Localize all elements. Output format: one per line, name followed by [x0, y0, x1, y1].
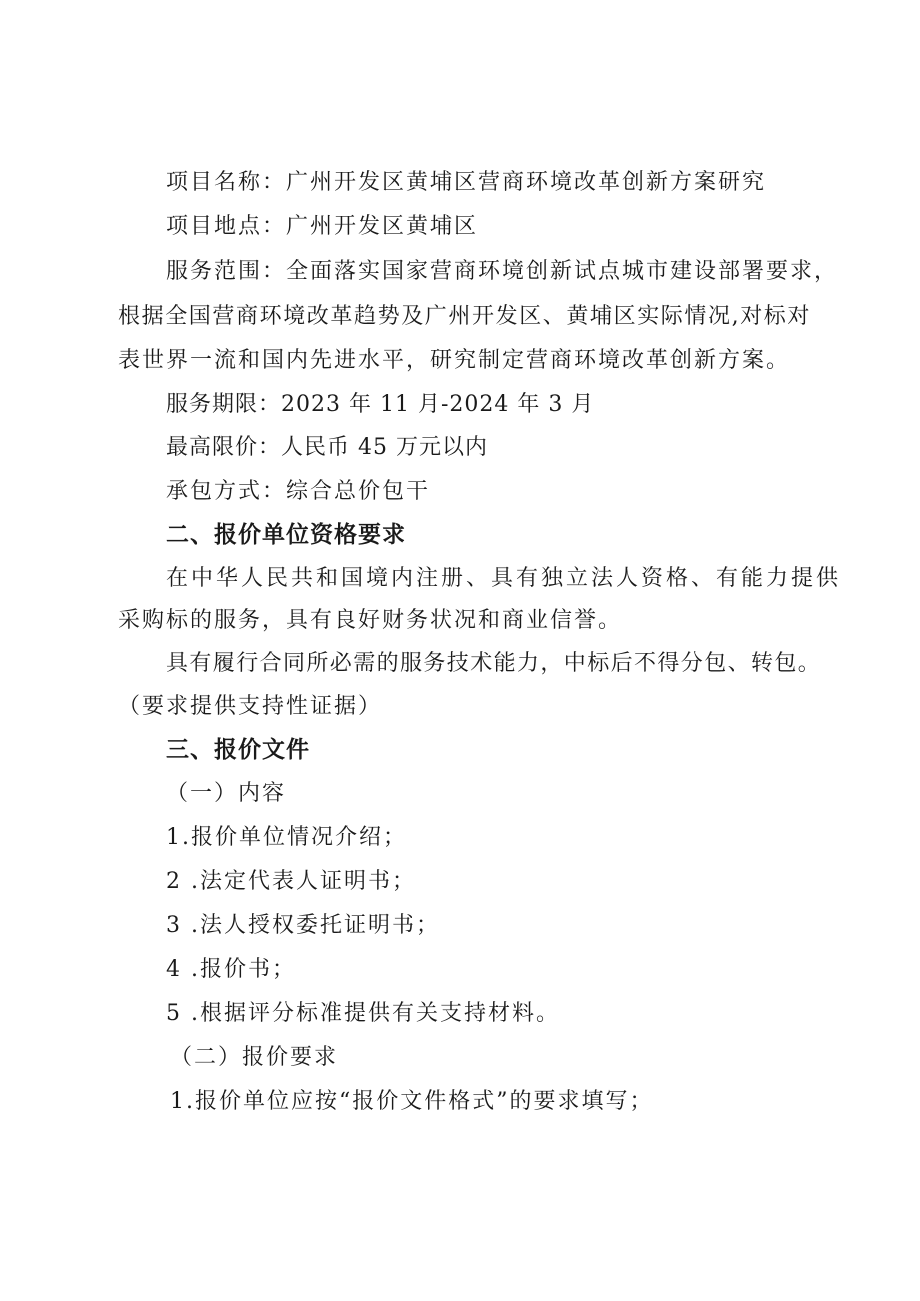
qualification-para-1-line-2: 采购标的服务，具有良好财务状况和商业信誉。: [118, 608, 623, 633]
section-3-heading: 三、报价文件: [166, 737, 310, 763]
project-location: 项目地点：广州开发区黄埔区: [166, 214, 479, 239]
qualification-para-2-line-1: 具有履行合同所必需的服务技术能力，中标后不得分包、转包。: [166, 651, 822, 676]
qualification-para-1-line-1: 在中华人民共和国境内注册、具有独立法人资格、有能力提供: [166, 566, 842, 591]
requirement-item: 1.报价单位应按“报价文件格式”的要求填写；: [170, 1089, 654, 1114]
section-2-heading: 二、报价单位资格要求: [166, 522, 406, 548]
project-name: 项目名称：广州开发区黄埔区营商环境改革创新方案研究: [166, 170, 767, 195]
list-item: 2 .法定代表人证明书；: [166, 869, 416, 894]
list-item: 4 .报价书；: [166, 957, 296, 982]
subsection-content: （一）内容: [166, 781, 287, 806]
subsection-requirements: （二）报价要求: [170, 1045, 339, 1070]
list-item: 5 .根据评分标准提供有关支持材料。: [166, 1001, 560, 1026]
service-scope-line-1: 服务范围：全面落实国家营商环境创新试点城市建设部署要求，: [166, 259, 839, 284]
list-item: 3 .法人授权委托证明书；: [166, 913, 440, 938]
price-limit: 最高限价：人民币 45 万元以内: [166, 435, 488, 460]
service-scope-line-2: 根据全国营商环境改革趋势及广州开发区、黄埔区实际情况,对标对: [118, 304, 811, 329]
service-period: 服务期限：2023 年 11 月-2024 年 3 月: [166, 392, 595, 417]
qualification-para-2-line-2: （要求提供支持性证据）: [118, 694, 383, 719]
list-item: 1.报价单位情况介绍；: [166, 825, 407, 850]
service-scope-line-3: 表世界一流和国内先进水平，研究制定营商环境改革创新方案。: [118, 348, 791, 373]
contract-method: 承包方式：综合总价包干: [166, 479, 431, 504]
